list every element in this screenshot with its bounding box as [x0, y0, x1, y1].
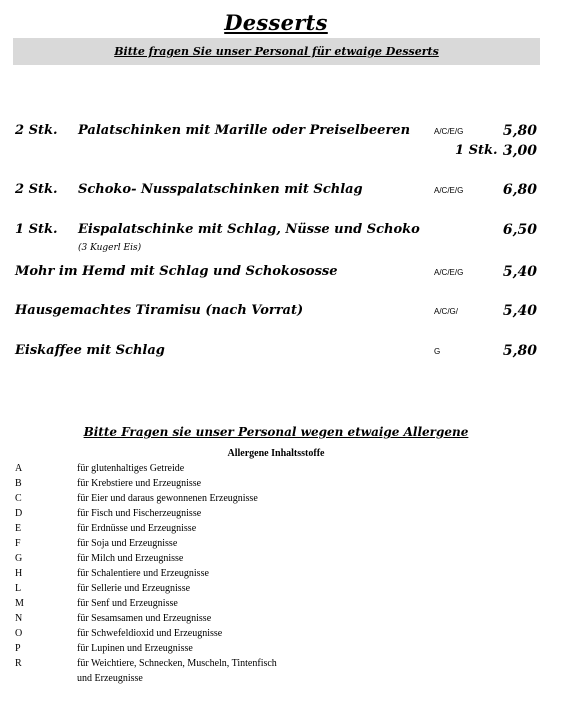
item-name: Palatschinken mit Marille oder Preiselbeeren — [78, 123, 411, 138]
allergen-row — [15, 523, 535, 538]
allergen-row — [15, 613, 535, 628]
allergen-letter: R — [15, 658, 22, 669]
allergen-row — [15, 598, 535, 613]
allergen-heading: Allergene Inhaltsstoffe — [227, 448, 325, 459]
item-name: Eiskaffee mit Schlag — [15, 343, 165, 358]
item-price: 6,80 — [502, 182, 537, 198]
allergen-description: für Senf und Erzeugnisse — [77, 598, 178, 609]
allergen-row — [15, 463, 535, 478]
allergen-row — [15, 478, 535, 493]
allergen-letter: B — [15, 478, 22, 489]
allergen-row — [15, 568, 535, 583]
allergen-description: für Milch und Erzeugnisse — [77, 553, 184, 564]
item-extra-quantity: 1 Stk. — [455, 143, 498, 158]
allergen-description: für Soja und Erzeugnisse — [77, 538, 178, 549]
item-name: Mohr im Hemd mit Schlag und Schokososse — [15, 264, 338, 279]
allergen-row — [15, 583, 535, 598]
item-price: 5,80 — [502, 123, 537, 139]
allergen-letter: G — [15, 553, 23, 564]
allergen-description: für Erdnüsse und Erzeugnisse — [77, 523, 197, 534]
allergen-letter: C — [15, 493, 22, 504]
allergen-description: für Schalentiere und Erzeugnisse — [77, 568, 209, 579]
allergen-row — [15, 658, 535, 673]
allergen-row — [15, 538, 535, 553]
allergen-description: für Sesamsamen und Erzeugnisse — [77, 613, 212, 624]
item-name: Eispalatschinke mit Schlag, Nüsse und Schoko — [78, 222, 420, 237]
page-title: Desserts — [224, 10, 328, 35]
item-note: (3 Kugerl Eis) — [78, 243, 142, 253]
allergen-letter: F — [15, 538, 21, 549]
item-quantity: 2 Stk. — [15, 182, 58, 197]
allergen-description: für Eier und daraus gewonnenen Erzeugnisse — [77, 493, 258, 504]
allergen-description: für Fisch und Fischerzeugnisse — [77, 508, 202, 519]
allergen-letter: L — [15, 583, 22, 594]
allergen-letter: H — [15, 568, 23, 579]
allergen-description: für glutenhaltiges Getreide — [77, 463, 185, 474]
item-price: 5,40 — [502, 303, 537, 319]
allergen-description: für Krebstiere und Erzeugnisse — [77, 478, 202, 489]
allergen-row — [15, 628, 535, 643]
allergen-description: für Schwefeldioxid und Erzeugnisse — [77, 628, 223, 639]
item-name: Hausgemachtes Tiramisu (nach Vorrat) — [15, 303, 304, 318]
allergen-row — [15, 493, 535, 508]
item-price: 5,80 — [502, 343, 537, 359]
allergen-codes: A/C/E/G — [434, 268, 464, 277]
allergen-letter: N — [15, 613, 23, 624]
allergen-letter: E — [15, 523, 22, 534]
allergen-description: für Weichtiere, Schnecken, Muscheln, Tintenfisch — [77, 658, 277, 669]
item-name: Schoko- Nusspalatschinken mit Schlag — [78, 182, 363, 197]
allergen-letter: D — [15, 508, 23, 519]
allergen-description: für Sellerie und Erzeugnisse — [77, 583, 191, 594]
allergen-codes: G — [434, 347, 441, 356]
desserts-banner — [13, 38, 540, 65]
item-quantity: 2 Stk. — [15, 123, 58, 138]
item-quantity: 1 Stk. — [15, 222, 58, 237]
allergen-codes: A/C/G/ — [434, 307, 459, 316]
allergen-continuation: und Erzeugnisse — [77, 673, 143, 684]
item-extra-price: 3,00 — [502, 143, 537, 159]
allergen-letter: O — [15, 628, 23, 639]
allergen-row — [15, 553, 535, 568]
allergen-letter: A — [15, 463, 23, 474]
allergen-letter: M — [15, 598, 24, 609]
allergen-description: für Lupinen und Erzeugnisse — [77, 643, 193, 654]
allergen-notice: Bitte Fragen sie unser Personal wegen etwaige Allergene — [83, 425, 469, 439]
allergen-codes: A/C/E/G — [434, 186, 464, 195]
item-price: 6,50 — [502, 222, 537, 238]
allergen-row — [15, 643, 535, 658]
item-price: 5,40 — [502, 264, 537, 280]
banner-text: Bitte fragen Sie unser Personal für etwaige Desserts — [114, 45, 439, 58]
allergen-letter: P — [15, 643, 21, 654]
allergen-row — [15, 508, 535, 523]
allergen-codes: A/C/E/G — [434, 127, 464, 136]
